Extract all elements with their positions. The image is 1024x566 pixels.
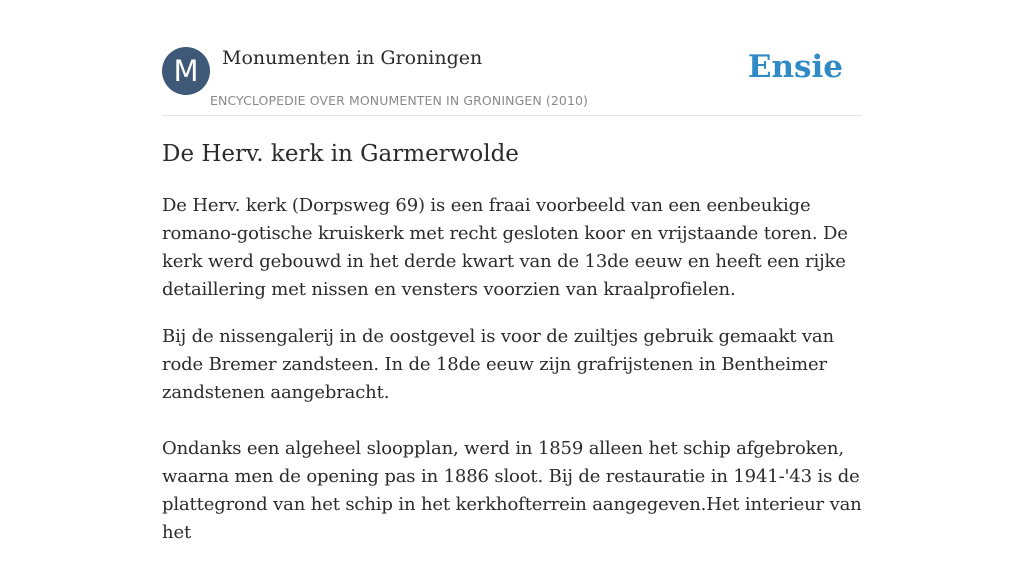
article-paragraph: De Herv. kerk (Dorpsweg 69) is een fraai voorbeeld van een eenbeukige romano-gotische kruiskerk met recht gesloten koor en vrijstaande toren. De kerk werd gebouwd in het derde kwart van de 13de eeuw en heeft een rijke detaillering met nissen en vensters voorzien van kraalprofielen. [162,195,848,300]
brand-logo-link[interactable]: Ensie [747,49,843,85]
article [162,138,864,566]
avatar[interactable]: M [162,47,210,95]
site-header [162,46,862,116]
site-title[interactable]: Monumenten in Groningen [222,47,483,69]
site-subtitle: ENCYCLOPEDIE OVER MONUMENTEN IN GRONINGEN (2010) [210,93,589,108]
article-title: De Herv. kerk in Garmerwolde [162,141,519,167]
article-paragraph: Bij de nissengalerij in de oostgevel is voor de zuiltjes gebruik gemaakt van rode Bremer zandsteen. In de 18de eeuw zijn grafrijstenen in Bentheimer zandstenen aangebracht. Ondanks een algeheel sloopplan, werd in 1859 alleen het schip afgebroken, waarna men de opening pas in 1886 sloot. Bij de restauratie in 1941-'43 is de plattegrond van het schip in het kerkhofterrein aangegeven.Het interieur van het [162,326,862,543]
